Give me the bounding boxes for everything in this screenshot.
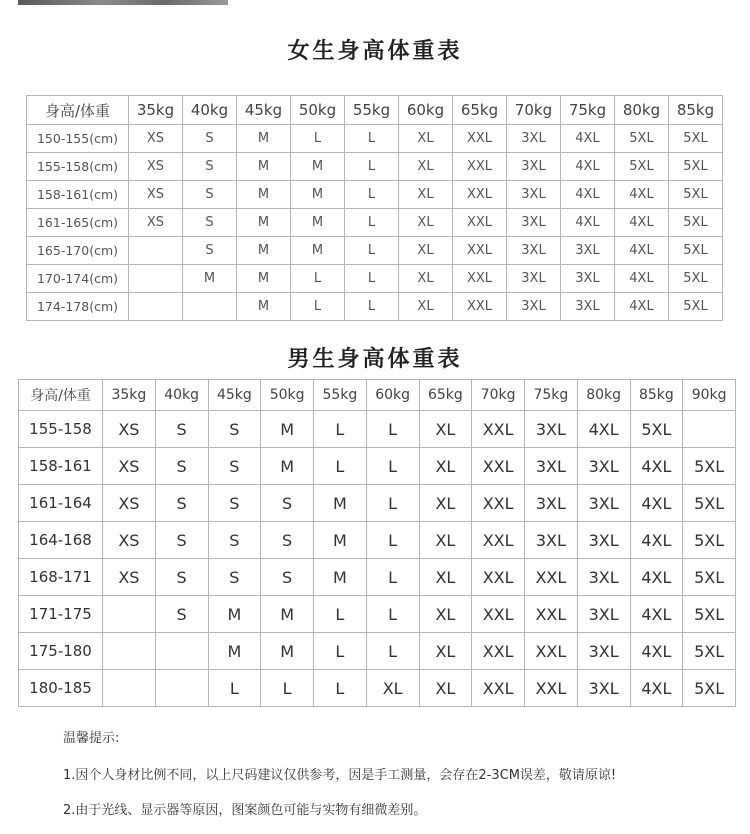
size-cell: 3XL: [507, 237, 561, 265]
table-header-row: [19, 380, 736, 411]
header-weight: 65kg: [419, 380, 472, 411]
size-cell: XXL: [525, 670, 578, 707]
size-cell: M: [261, 633, 314, 670]
height-range-cell: 158-161(cm): [27, 181, 129, 209]
size-cell: XXL: [472, 559, 525, 596]
size-cell: XXL: [453, 293, 507, 321]
size-cell: 3XL: [525, 411, 578, 448]
header-weight: 90kg: [683, 380, 736, 411]
size-cell: XL: [399, 181, 453, 209]
size-cell: S: [155, 522, 208, 559]
size-cell: M: [237, 237, 291, 265]
size-cell: XL: [399, 125, 453, 153]
size-cell: 4XL: [630, 485, 683, 522]
size-cell: L: [366, 522, 419, 559]
size-cell: S: [155, 485, 208, 522]
header-weight: 40kg: [155, 380, 208, 411]
size-cell: XL: [419, 633, 472, 670]
size-cell: 4XL: [630, 522, 683, 559]
header-weight: 45kg: [208, 380, 261, 411]
size-cell: 3XL: [577, 485, 630, 522]
height-range-cell: 165-170(cm): [27, 237, 129, 265]
size-cell: XL: [399, 293, 453, 321]
table-row: [27, 125, 723, 153]
size-cell: S: [155, 448, 208, 485]
size-cell: [103, 670, 156, 707]
header-weight: 45kg: [237, 96, 291, 125]
size-cell: 5XL: [683, 522, 736, 559]
size-cell: 3XL: [507, 293, 561, 321]
size-cell: 3XL: [525, 485, 578, 522]
size-cell: XL: [419, 411, 472, 448]
size-cell: 4XL: [615, 265, 669, 293]
size-cell: XXL: [453, 265, 507, 293]
size-cell: XL: [366, 670, 419, 707]
size-cell: 5XL: [669, 265, 723, 293]
size-cell: M: [314, 485, 367, 522]
size-cell: S: [208, 448, 261, 485]
height-range-cell: 155-158: [19, 411, 103, 448]
size-cell: S: [183, 153, 237, 181]
size-cell: 4XL: [561, 209, 615, 237]
notes-title: 温馨提示:: [63, 731, 120, 746]
header-weight: 60kg: [399, 96, 453, 125]
size-cell: M: [261, 411, 314, 448]
size-cell: M: [237, 153, 291, 181]
height-range-cell: 150-155(cm): [27, 125, 129, 153]
size-cell: 5XL: [669, 125, 723, 153]
note-item: 1.因个人身材比例不同，以上尺码建议仅供参考，因是手工测量，会存在2-3CM误差，敬请原谅!: [63, 768, 617, 783]
size-cell: 3XL: [561, 237, 615, 265]
size-cell: 3XL: [507, 181, 561, 209]
size-cell: L: [345, 153, 399, 181]
size-cell: S: [208, 485, 261, 522]
size-cell: L: [345, 265, 399, 293]
size-cell: M: [208, 633, 261, 670]
size-cell: 4XL: [615, 293, 669, 321]
size-cell: XL: [399, 209, 453, 237]
table-row: [27, 265, 723, 293]
size-cell: S: [208, 559, 261, 596]
header-weight: 80kg: [577, 380, 630, 411]
header-weight: 75kg: [525, 380, 578, 411]
size-cell: XL: [399, 153, 453, 181]
size-cell: 3XL: [525, 448, 578, 485]
size-cell: S: [183, 181, 237, 209]
height-range-cell: 161-165(cm): [27, 209, 129, 237]
size-cell: L: [208, 670, 261, 707]
size-cell: M: [237, 293, 291, 321]
size-cell: L: [366, 559, 419, 596]
size-cell: XXL: [472, 633, 525, 670]
size-cell: L: [345, 293, 399, 321]
header-weight: 35kg: [103, 380, 156, 411]
size-cell: L: [366, 485, 419, 522]
size-cell: L: [366, 411, 419, 448]
header-weight: 60kg: [366, 380, 419, 411]
table-row: [27, 181, 723, 209]
size-cell: M: [237, 209, 291, 237]
size-cell: S: [261, 485, 314, 522]
size-cell: [129, 265, 183, 293]
header-weight: 70kg: [507, 96, 561, 125]
header-weight: 50kg: [291, 96, 345, 125]
size-cell: L: [291, 265, 345, 293]
table-row: [27, 209, 723, 237]
size-cell: 3XL: [507, 209, 561, 237]
header-weight: 40kg: [183, 96, 237, 125]
size-cell: M: [183, 265, 237, 293]
size-cell: L: [314, 411, 367, 448]
height-range-cell: 168-171: [19, 559, 103, 596]
size-cell: 4XL: [630, 448, 683, 485]
header-weight: 35kg: [129, 96, 183, 125]
header-weight: 50kg: [261, 380, 314, 411]
header-weight: 70kg: [472, 380, 525, 411]
size-cell: [103, 596, 156, 633]
size-cell: S: [183, 237, 237, 265]
size-cell: XS: [129, 181, 183, 209]
size-cell: L: [314, 670, 367, 707]
size-cell: L: [366, 448, 419, 485]
size-cell: 5XL: [669, 237, 723, 265]
size-cell: M: [237, 181, 291, 209]
size-cell: XXL: [472, 448, 525, 485]
size-cell: 5XL: [669, 181, 723, 209]
size-cell: [155, 633, 208, 670]
size-cell: XL: [419, 522, 472, 559]
size-cell: 4XL: [630, 670, 683, 707]
size-cell: S: [155, 596, 208, 633]
table-row: [27, 153, 723, 181]
header-weight: 75kg: [561, 96, 615, 125]
size-cell: XXL: [472, 485, 525, 522]
women-size-table: [26, 95, 723, 321]
size-cell: L: [345, 181, 399, 209]
size-cell: 5XL: [683, 485, 736, 522]
table-row: [27, 237, 723, 265]
table-row: [19, 559, 736, 596]
size-cell: XS: [129, 153, 183, 181]
size-cell: M: [237, 125, 291, 153]
size-cell: L: [345, 237, 399, 265]
size-cell: 3XL: [577, 633, 630, 670]
size-cell: 5XL: [683, 596, 736, 633]
size-cell: [103, 633, 156, 670]
size-cell: 4XL: [561, 153, 615, 181]
size-cell: XXL: [453, 237, 507, 265]
size-cell: XS: [129, 209, 183, 237]
size-cell: L: [261, 670, 314, 707]
size-cell: 3XL: [561, 265, 615, 293]
table-row: [27, 293, 723, 321]
size-cell: XL: [419, 559, 472, 596]
men-size-table: [18, 379, 736, 707]
size-cell: 4XL: [561, 125, 615, 153]
top-image-strip: [18, 0, 228, 5]
header-height-weight: 身高/体重: [27, 96, 129, 125]
size-cell: 5XL: [683, 670, 736, 707]
size-cell: M: [237, 265, 291, 293]
size-cell: 5XL: [630, 411, 683, 448]
size-cell: 4XL: [630, 596, 683, 633]
size-cell: XS: [103, 411, 156, 448]
size-cell: 3XL: [577, 448, 630, 485]
table-row: [19, 633, 736, 670]
height-range-cell: 164-168: [19, 522, 103, 559]
size-cell: XXL: [453, 153, 507, 181]
size-cell: [183, 293, 237, 321]
size-cell: S: [155, 411, 208, 448]
women-size-chart-title: 女生身高体重表: [287, 39, 463, 64]
size-cell: L: [366, 596, 419, 633]
size-cell: XXL: [453, 181, 507, 209]
size-cell: XS: [103, 485, 156, 522]
height-range-cell: 161-164: [19, 485, 103, 522]
size-cell: 3XL: [577, 670, 630, 707]
size-cell: 4XL: [561, 181, 615, 209]
header-weight: 65kg: [453, 96, 507, 125]
size-cell: 3XL: [577, 596, 630, 633]
height-range-cell: 180-185: [19, 670, 103, 707]
size-cell: XXL: [472, 411, 525, 448]
size-cell: 5XL: [615, 153, 669, 181]
size-cell: XS: [103, 448, 156, 485]
size-cell: S: [261, 559, 314, 596]
size-cell: XL: [399, 265, 453, 293]
size-cell: 4XL: [630, 559, 683, 596]
size-cell: XXL: [472, 596, 525, 633]
size-cell: 3XL: [577, 559, 630, 596]
size-cell: 4XL: [615, 181, 669, 209]
table-row: [19, 448, 736, 485]
header-weight: 55kg: [314, 380, 367, 411]
size-cell: 3XL: [561, 293, 615, 321]
size-cell: M: [261, 448, 314, 485]
size-cell: XXL: [525, 559, 578, 596]
size-cell: XXL: [453, 209, 507, 237]
size-cell: 5XL: [669, 209, 723, 237]
height-range-cell: 171-175: [19, 596, 103, 633]
header-weight: 55kg: [345, 96, 399, 125]
size-cell: 5XL: [669, 153, 723, 181]
height-range-cell: 158-161: [19, 448, 103, 485]
size-cell: XL: [399, 237, 453, 265]
size-cell: M: [314, 559, 367, 596]
size-cell: S: [155, 559, 208, 596]
size-cell: S: [183, 125, 237, 153]
table-row: [19, 522, 736, 559]
size-cell: XXL: [453, 125, 507, 153]
header-weight: 85kg: [630, 380, 683, 411]
size-cell: M: [291, 237, 345, 265]
size-cell: M: [291, 209, 345, 237]
size-cell: 3XL: [507, 265, 561, 293]
size-cell: XL: [419, 596, 472, 633]
size-cell: [129, 293, 183, 321]
table-header-row: [27, 96, 723, 125]
size-cell: M: [291, 181, 345, 209]
size-cell: [683, 411, 736, 448]
size-cell: L: [314, 633, 367, 670]
size-cell: S: [261, 522, 314, 559]
height-range-cell: 174-178(cm): [27, 293, 129, 321]
size-cell: [129, 237, 183, 265]
size-cell: S: [208, 522, 261, 559]
table-row: [19, 596, 736, 633]
size-cell: XXL: [472, 670, 525, 707]
note-item: 2.由于光线、显示器等原因，图案颜色可能与实物有细微差别。: [63, 803, 427, 818]
size-cell: M: [291, 153, 345, 181]
size-cell: L: [366, 633, 419, 670]
size-cell: M: [314, 522, 367, 559]
header-height-weight: 身高/体重: [19, 380, 103, 411]
size-cell: M: [208, 596, 261, 633]
size-cell: L: [345, 125, 399, 153]
size-cell: XL: [419, 448, 472, 485]
size-cell: 4XL: [615, 209, 669, 237]
table-row: [19, 485, 736, 522]
height-range-cell: 170-174(cm): [27, 265, 129, 293]
size-cell: S: [208, 411, 261, 448]
header-weight: 80kg: [615, 96, 669, 125]
size-cell: [155, 670, 208, 707]
size-cell: 4XL: [577, 411, 630, 448]
size-cell: 3XL: [577, 522, 630, 559]
size-cell: 5XL: [669, 293, 723, 321]
size-cell: L: [291, 293, 345, 321]
size-cell: 5XL: [683, 448, 736, 485]
men-size-chart-title: 男生身高体重表: [287, 347, 463, 372]
size-cell: XXL: [472, 522, 525, 559]
size-cell: 4XL: [615, 237, 669, 265]
size-cell: 5XL: [683, 633, 736, 670]
size-cell: L: [314, 448, 367, 485]
size-cell: XS: [103, 559, 156, 596]
size-cell: S: [183, 209, 237, 237]
size-cell: M: [261, 596, 314, 633]
size-cell: 5XL: [683, 559, 736, 596]
header-weight: 85kg: [669, 96, 723, 125]
height-range-cell: 155-158(cm): [27, 153, 129, 181]
size-cell: L: [314, 596, 367, 633]
size-cell: 3XL: [525, 522, 578, 559]
notes-section: [63, 727, 616, 834]
height-range-cell: 175-180: [19, 633, 103, 670]
size-cell: XXL: [525, 633, 578, 670]
size-cell: 3XL: [507, 153, 561, 181]
size-cell: XXL: [525, 596, 578, 633]
table-row: [19, 670, 736, 707]
size-cell: XL: [419, 485, 472, 522]
size-cell: XL: [419, 670, 472, 707]
table-row: [19, 411, 736, 448]
size-cell: XS: [129, 125, 183, 153]
size-cell: 3XL: [507, 125, 561, 153]
size-cell: L: [291, 125, 345, 153]
size-cell: L: [345, 209, 399, 237]
size-cell: 5XL: [615, 125, 669, 153]
size-cell: 4XL: [630, 633, 683, 670]
size-cell: XS: [103, 522, 156, 559]
